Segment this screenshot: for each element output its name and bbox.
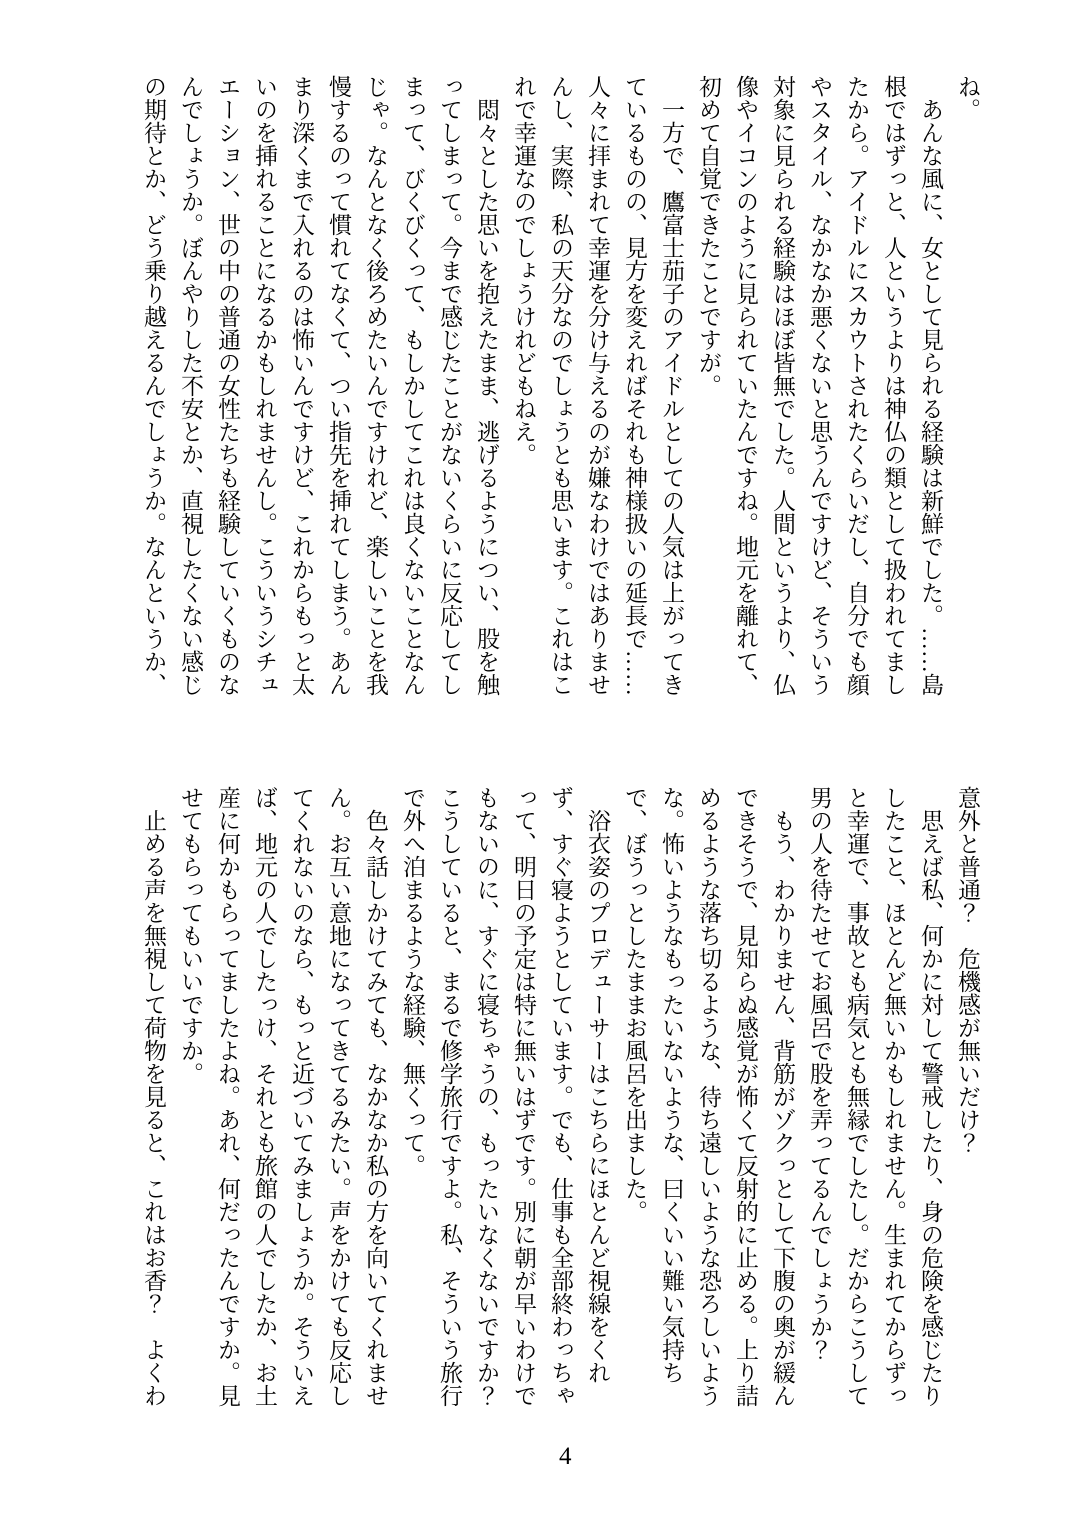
page-number: 4 (559, 1443, 572, 1470)
bottom-text-block (135, 786, 986, 1430)
paragraph: 思えば私、何かに対して警戒したり、身の危険を感じたりしたこと、ほとんど無いかもしれません。生まれてからずっと幸運で、事故とも病気とも無縁でしたし。だからこうして男の人を待たせてお風呂で股を弄ってるんでしょうか？ (807, 786, 943, 1407)
paragraph: 一方で、鷹富士茄子のアイドルとしての人気は上がってきているものの、見方を変えればそれも神様扱いの延長で……人々に拝まれて幸運を分け与えるのが嫌なわけではありませんし、実際、私の天分なのでしょうとも思います。これはこれで幸運なのでしょうけれどもねえ。 (511, 75, 684, 696)
paragraph: 止める声を無視して荷物を見ると、これはお香？ よくわ (141, 809, 166, 1407)
top-text-block (135, 75, 986, 700)
paragraph: あんな風に、女として見られる経験は新鮮でした。……島根ではずっと、人というよりは神仏の類として扱われてましたから。アイドルにスカウトされたくらいだし、自分でも顔やスタイル、なかなか悪くないと思うんですけど、そういう対象に見られる経験はほぼ皆無でした。人間というより、仏像やイコンのように見られていたんですね。地元を離れて、初めて自覚できたことですが。 (696, 75, 943, 696)
paragraph: 色々話しかけてみても、なかなか私の方を向いてくれません。お互い意地になってきてるみたい。声をかけても反応してくれないのなら、もっと近づいてみましょうか。そういえば、地元の人でしたっけ、それとも旅館の人でしたか、お土産に何かもらってましたよね。あれ、何だったんですか。見せてもらってもいいですか。 (178, 786, 388, 1407)
paragraph: 悶々とした思いを抱えたまま、逃げるようについ、股を触ってしまって。今まで感じたことがないくらいに反応してしまって、びくびくって、もしかしてこれは良くないことなんじゃ。なんとなく後ろめたいんですけれど、楽しいことを我慢するのって慣れてなくて、つい指先を挿れてしまう。あんまり深くまで入れるのは怖いんですけど、これからもっと太いのを挿れることになるかもしれませんし。こういうシチュエーション、世の中の普通の女性たちも経験していくものなんでしょうか。ぼんやりした不安とか、直視したくない感じの期待とか、どう乗り越えるんでしょうか。なんというか、 (141, 75, 499, 696)
paragraph: もう、わかりません、背筋がゾクっとして下腹の奥が緩んできそうで、見知らぬ感覚が怖くて反射的に止める。上り詰めるような落ち切るような、待ち遠しいような恐ろしいような。怖いようなもったいないような、曰くいい難い気持ちで、ぼうっとしたままお風呂を出ました。 (622, 786, 795, 1407)
paragraph: 意外と普通？ 危機感が無いだけ？ (955, 786, 980, 1154)
paragraph: 浴衣姿のプロデューサーはこちらにほとんど視線をくれず、すぐ寝ようとしています。でも、仕事も全部終わっちゃって、明日の予定は特に無いはずです。別に朝が早いわけでもないのに、すぐに寝ちゃうの、もったいなくないですか？ こうしていると、まるで修学旅行ですよ。私、そういう旅行で外へ泊まるような経験、無くって。 (400, 786, 610, 1430)
paragraph: ね。 (955, 75, 980, 121)
